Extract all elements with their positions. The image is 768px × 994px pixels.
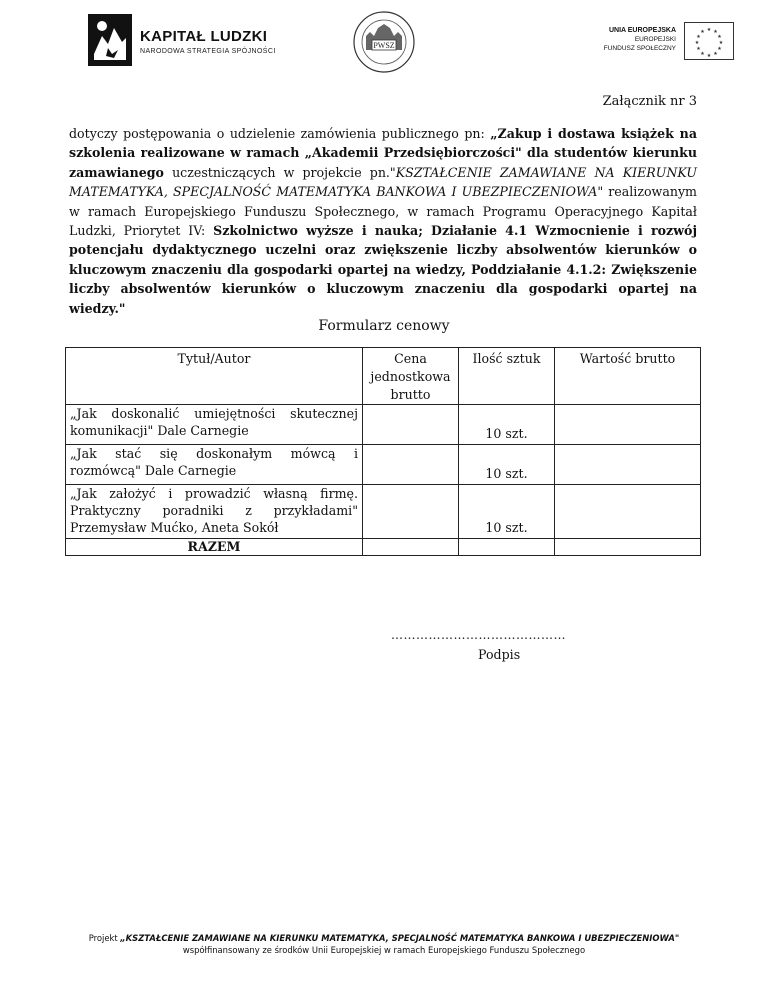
header-value: Wartość brutto — [555, 348, 701, 405]
kapital-ludzki-mark-icon — [88, 14, 132, 66]
intro-part-6: Szkolnictwo wyższe i nauka; Działanie 4.1 Wzmocnienie i rozwój potencjału dydaktycznego uczelni oraz zwiększenie liczby absolwentów kierunków o kluczowym znaczeniu dla gospodarki opartej na wiedzy, Poddziałanie 4.1.2: Zwiększenie liczby absolwentów kierunków o kluczowym znaczeniu dla gospodarki opartej na wiedzy." — [69, 223, 697, 316]
kapital-ludzki-title: KAPITAŁ LUDZKI — [140, 28, 268, 45]
table-total-row — [66, 539, 701, 556]
row-title: „Jak założyć i prowadzić własną firmę. Praktyczny poradniki z przykładami" Przemysław Mućko, Aneta Sokół — [66, 485, 363, 539]
eu-logo — [596, 22, 736, 62]
svg-text:★: ★ — [706, 27, 712, 33]
svg-text:★: ★ — [694, 40, 700, 46]
signature-label: Podpis — [478, 647, 521, 662]
annex-label: Załącznik nr 3 — [602, 94, 697, 109]
svg-text:★: ★ — [718, 40, 724, 46]
row-price-cell — [363, 405, 459, 445]
eu-logo-text — [596, 26, 676, 53]
footer-prefix: Projekt — [88, 933, 121, 943]
header-price: Cena jednostkowa brutto — [363, 348, 459, 405]
row-price-cell — [363, 445, 459, 485]
total-price-cell — [363, 539, 459, 556]
footer — [0, 932, 768, 956]
row-value-cell — [555, 485, 701, 539]
header-title: Tytuł/Autor — [66, 348, 363, 405]
intro-part-5: realizowanym w ramach Europejskiego Funduszu Społecznego, w ramach Programu Operacyjnego Kapitał Ludzki, Priorytet IV: — [69, 184, 698, 239]
row-qty: 10 szt. — [459, 485, 555, 539]
table-row — [66, 445, 701, 485]
header-qty: Ilość sztuk — [459, 348, 555, 405]
intro-paragraph — [69, 124, 697, 318]
form-title: Formularz cenowy — [318, 318, 450, 334]
total-value-cell — [555, 539, 701, 556]
row-value-cell — [555, 405, 701, 445]
pwsz-seal-text: PWSZ — [373, 41, 395, 50]
svg-text:★: ★ — [696, 46, 701, 52]
intro-part-4: KSZTAŁCENIE ZAMAWIANE NA KIERUNKU MATEMATYKA, SPECJALNOŚĆ MATEMATYKA BANKOWA I UBEZPIECZENIOWA" — [69, 164, 697, 200]
footer-project: „KSZTAŁCENIE ZAMAWIANE NA KIERUNKU MATEMATYKA, SPECJALNOŚĆ MATEMATYKA BANKOWA I UBEZPIECZENIOWA" — [120, 933, 680, 943]
pwsz-logo — [350, 10, 418, 74]
eu-logo-line1: UNIA EUROPEJSKA — [608, 27, 676, 34]
total-label: RAZEM — [66, 539, 363, 556]
pwsz-seal-icon — [350, 10, 418, 74]
signature-line: …………………………………… — [391, 628, 566, 642]
svg-text:★: ★ — [713, 29, 718, 35]
svg-text:★: ★ — [717, 34, 722, 40]
eu-flag-icon — [684, 22, 734, 60]
kapital-ludzki-subtitle: NARODOWA STRATEGIA SPÓJNOŚCI — [140, 48, 276, 55]
svg-text:★: ★ — [700, 51, 705, 57]
row-qty: 10 szt. — [459, 445, 555, 485]
row-qty: 10 szt. — [459, 405, 555, 445]
intro-part-1: dotyczy postępowania o udzielenie zamówienia publicznego pn: — [69, 126, 491, 141]
row-title: „Jak doskonalić umiejętności skutecznej komunikacji" Dale Carnegie — [66, 405, 363, 445]
price-table — [65, 347, 701, 556]
eu-logo-line3: FUNDUSZ SPOŁECZNY — [603, 45, 676, 52]
svg-text:★: ★ — [706, 53, 712, 59]
intro-part-2: „Zakup i dostawa książek na szkolenia realizowane w ramach „Akademii Przedsiębiorczości" dla studentów kierunku zamawianego — [69, 126, 697, 180]
kapital-ludzki-logo — [88, 14, 278, 66]
footer-line-1 — [0, 932, 768, 944]
table-row — [66, 405, 701, 445]
eu-logo-line2: EUROPEJSKI — [634, 36, 676, 43]
svg-text:★: ★ — [696, 34, 701, 40]
total-qty-cell — [459, 539, 555, 556]
row-title: „Jak stać się doskonałym mówcą i rozmówcą" Dale Carnegie — [66, 445, 363, 485]
table-header-row — [66, 348, 701, 405]
svg-text:★: ★ — [717, 46, 722, 52]
svg-text:★: ★ — [700, 29, 705, 35]
intro-part-3: uczestniczących w projekcie pn." — [163, 164, 396, 180]
footer-line-2: współfinansowany ze środków Unii Europejskiej w ramach Europejskiego Funduszu Społecznego — [182, 945, 586, 955]
table-row — [66, 485, 701, 539]
row-value-cell — [555, 445, 701, 485]
row-price-cell — [363, 485, 459, 539]
svg-text:★: ★ — [713, 51, 718, 57]
